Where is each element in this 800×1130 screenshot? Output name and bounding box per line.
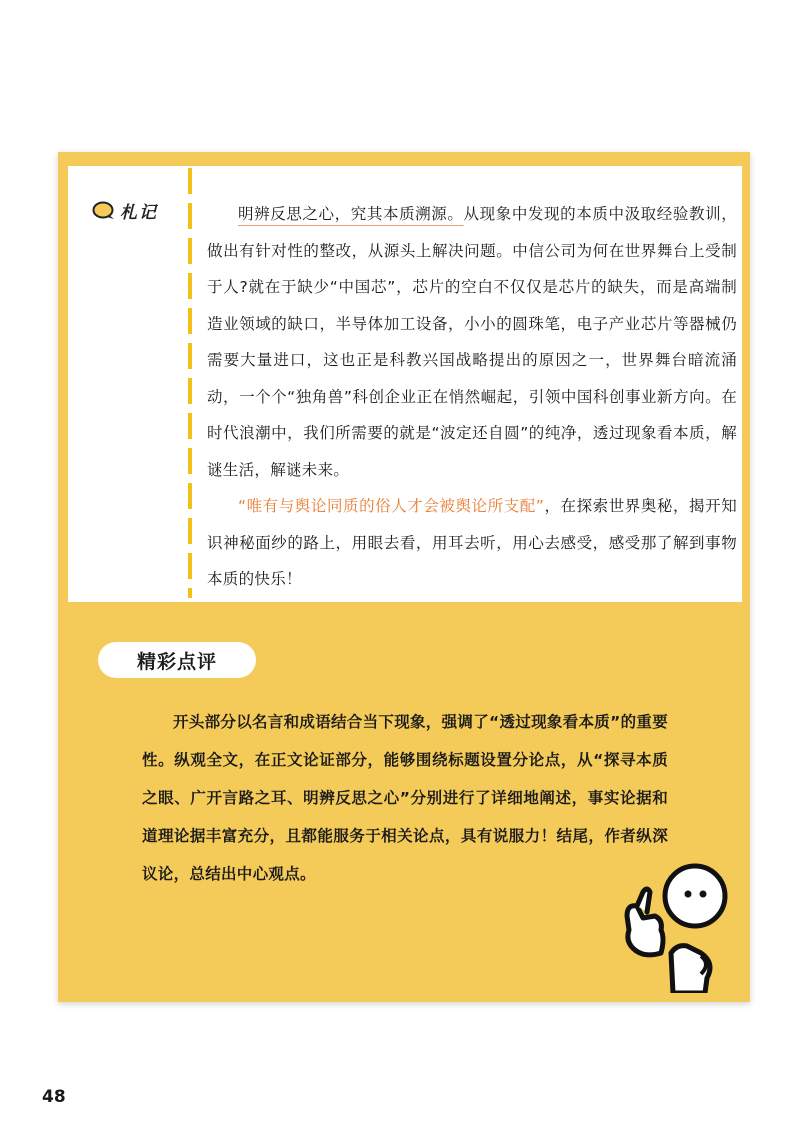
- notes-label: [92, 198, 158, 223]
- orange-quote: “唯有与舆论同质的俗人才会被舆论所支配”: [238, 497, 545, 515]
- page-number: 48: [42, 1087, 66, 1107]
- notes-paragraph-1: [207, 196, 737, 488]
- paragraph-1-body: 从现象中发现的本质中汲取经验教训，做出有针对性的整改，从源头上解决问题。中信公司为何在世界舞台上受制于人?就在于缺少“中国芯”，芯片的空白不仅仅是芯片的缺失，而是高端制造业领域的缺口，半导体加工设备，小小的圆珠笔，电子产业芯片等器械仍需要大量进口，这也正是科教兴国战略提出的原因之一，世界舞台暗流涌动，一个个“独角兽”科创企业正在悄然崛起，引领中国科创事业新方向。在时代浪潮中，我们所需要的就是“波定还自圆”的纯净，透过现象看本质，解谜生活，解谜未来。: [207, 205, 738, 479]
- speech-bubble-icon: [92, 201, 116, 221]
- dashed-divider: [187, 168, 193, 598]
- thumbs-up-mascot-icon: [615, 858, 735, 993]
- review-text: [142, 703, 668, 893]
- paragraph-2-body: ，在探索世界奥秘，揭开知识神秘面纱的路上，用眼去看，用耳去听，用心去感受，感受那了解到事物本质的快乐！: [207, 497, 737, 588]
- notes-paragraph-2: [207, 488, 737, 598]
- highlighted-sentence: 明辨反思之心，究其本质溯源。: [238, 205, 464, 223]
- review-title: 精彩点评: [98, 642, 256, 678]
- review-paragraph: 开头部分以名言和成语结合当下现象，强调了“透过现象看本质”的重要性。纵观全文，在正文论证部分，能够围绕标题设置分论点，从“探寻本质之眼、广开言路之耳、明辨反思之心”分别进行了详细地阐述，事实论据和道理论据丰富充分，且都能服务于相关论点，具有说服力！结尾，作者纵深议论，总结出中心观点。: [142, 713, 668, 883]
- notes-label-text: 札记: [120, 203, 158, 223]
- notes-text: [207, 196, 737, 598]
